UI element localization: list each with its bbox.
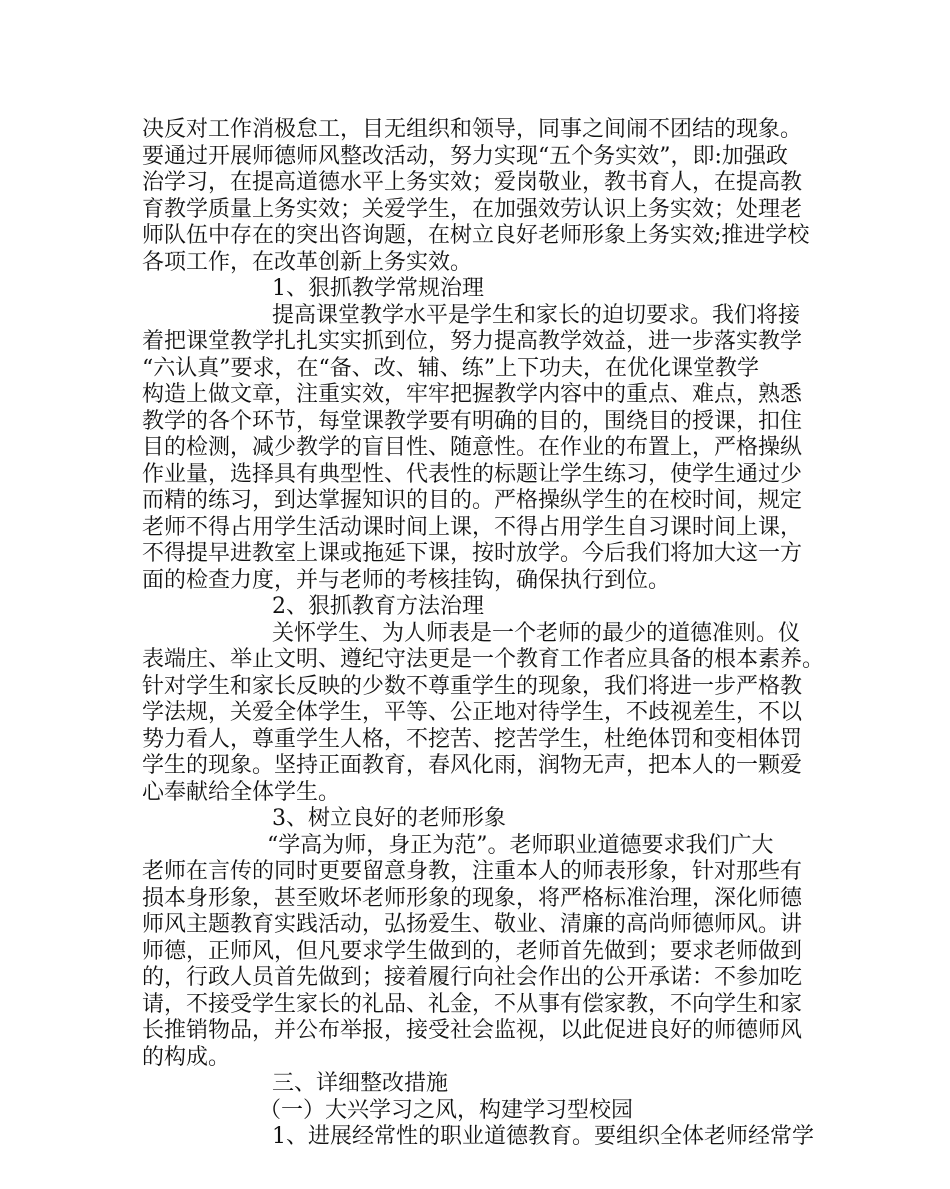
body-line: 针对学生和家长反映的少数不尊重学生的现象，我们将进一步严格教 xyxy=(142,673,803,699)
body-line: 表端庄、举止文明、遵纪守法更是一个教育工作者应具备的根本素养。 xyxy=(142,647,825,672)
body-line: 着把课堂教学扎扎实实抓到位，努力提高教学效益，进一步落实教学 xyxy=(142,329,803,354)
paragraph-first-line: 1、进展经常性的职业道德教育。要组织全体老师经常学 xyxy=(272,1124,814,1149)
paragraph-first-line: 关怀学生、为人师表是一个老师的最少的道德准则。仪 xyxy=(272,620,801,646)
body-line: 损本身形象，甚至败坏老师形象的现象，将严格标准治理，深化师德 xyxy=(142,885,803,911)
body-line: 而精的练习，到达掌握知识的目的。严格操纵学生的在校时间，规定 xyxy=(142,488,803,513)
body-line: 师风主题教育实践活动，弘扬爱生、敬业、清廉的高尚师德师风。讲 xyxy=(142,912,803,937)
body-line: “六认真”要求，在“备、改、辅、练”上下功夫，在优化课堂教学 xyxy=(142,355,759,381)
section-heading: 1、狠抓教学常规治理 xyxy=(272,276,484,301)
body-line: 的，行政人员首先做到；接着履行向社会作出的公开承诺：不参加吃 xyxy=(142,965,803,990)
subsection-heading: （一）大兴学习之风，构建学习型校园 xyxy=(259,1097,634,1123)
body-line: 目的检测，减少教学的盲目性、随意性。在作业的布置上，严格操纵 xyxy=(142,435,803,460)
body-line: 老师在言传的同时更要留意身教，注重本人的师表形象，针对那些有 xyxy=(142,859,803,884)
body-line: 面的检查力度，并与老师的考核挂钩，确保执行到位。 xyxy=(142,567,671,593)
body-line: 各项工作，在改革创新上务实效。 xyxy=(142,249,473,275)
body-line: 构造上做文章，注重实效，牢牢把握教学内容中的重点、难点，熟悉 xyxy=(142,382,803,407)
body-line: 的构成。 xyxy=(142,1044,231,1070)
body-line: 学法规，关爱全体学生，平等、公正地对待学生，不歧视差生，不以 xyxy=(142,700,803,725)
body-line: 教学的各个环节，每堂课教学要有明确的目的，围绕目的授课，扣住 xyxy=(142,408,803,434)
body-line: 决反对工作消极怠工，目无组织和领导，同事之间闹不团结的现象。 xyxy=(142,117,803,142)
document-body xyxy=(142,117,825,1151)
body-line: 长推销物品，并公布举报，接受社会监视，以此促进良好的师德师风 xyxy=(142,1018,803,1043)
body-line: 老师不得占用学生活动课时间上课，不得占用学生自习课时间上课， xyxy=(142,514,803,540)
body-line: 势力看人，尊重学生人格，不挖苦、挖苦学生，杜绝体罚和变相体罚 xyxy=(142,726,803,752)
body-line: 师队伍中存在的突出咨询题，在树立良好老师形象上务实效;推进学校 xyxy=(142,223,810,248)
body-line: 学生的现象。坚持正面教育，春风化雨，润物无声，把本人的一颗爱 xyxy=(142,753,803,778)
section-heading: 3、树立良好的老师形象 xyxy=(272,806,506,831)
section-heading: 2、狠抓教育方法治理 xyxy=(272,594,484,619)
body-line: 请，不接受学生家长的礼品、礼金，不从事有偿家教，不向学生和家 xyxy=(142,991,803,1017)
body-line: 心奉献给全体学生。 xyxy=(142,779,341,805)
section-heading: 三、详细整改措施 xyxy=(272,1071,449,1096)
body-line: 作业量，选择具有典型性、代表性的标题让学生练习，使学生通过少 xyxy=(142,461,803,487)
body-line: 不得提早进教室上课或拖延下课，按时放学。今后我们将加大这一方 xyxy=(142,541,803,566)
paragraph-first-line: “学高为师，身正为范”。老师职业道德要求我们广大 xyxy=(267,832,774,858)
body-line: 育教学质量上务实效；关爱学生，在加强效劳认识上务实效；处理老 xyxy=(142,196,803,222)
paragraph-first-line: 提高课堂教学水平是学生和家长的迫切要求。我们将接 xyxy=(272,302,801,328)
body-line: 要通过开展师德师风整改活动，努力实现“五个务实效”，即:加强政 xyxy=(142,143,788,169)
body-line: 师德，正师风，但凡要求学生做到的，老师首先做到；要求老师做到 xyxy=(142,938,803,964)
body-line: 治学习，在提高道德水平上务实效；爱岗敬业，教书育人，在提高教 xyxy=(142,170,803,195)
